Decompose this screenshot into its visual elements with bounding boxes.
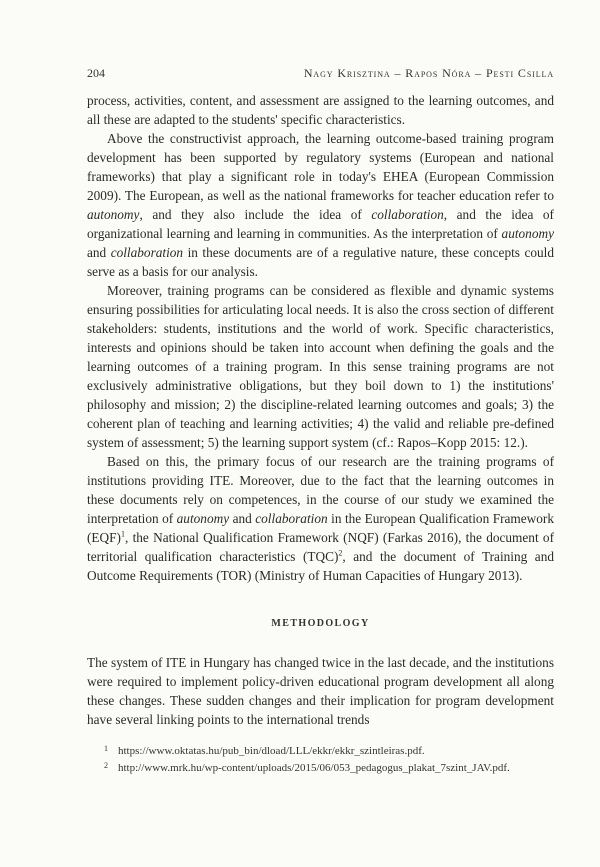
emphasis-autonomy: autonomy [87,207,140,222]
paragraph-2-text-b: , and they also include the idea of [139,207,372,222]
running-head-authors: Nagy Krisztina – Rapos Nóra – Pesti Csilla [303,66,554,80]
body-text [87,91,554,585]
running-head [87,66,554,82]
paragraph-2-text-d: and [87,245,111,260]
methodology-text [87,653,554,729]
footnote-1 [104,743,552,760]
paragraph-4-text-d: , the National Qualification Framework (NQF) (Farkas 2016), the document of territorial qualification characteristics (TQC) [87,530,554,564]
emphasis-collaboration: collaboration [110,245,184,260]
emphasis-collaboration: collaboration [371,207,444,222]
section-heading-methodology: METHODOLOGY [271,618,370,629]
footnote-link[interactable]: https://www.oktatas.hu/pub_bin/dload/LLL/ekkr/ekkr_szintleiras.pdf. [118,745,425,757]
paragraph-3: Moreover, training programs can be considered as flexible and dynamic systems ensuring possibilities for articulating local needs. It is also the cross section of different stakeholders: students, institutions and the world of work. Specific characteristics, interests and opinions should be taken into account when defining the goals and the learning outcomes of a training program. In this sense training programs are not exclusively administrative obligations, but they boil down to 1) the institutions' philosophy and mission; 2) the discipline-related learning outcomes and goals; 3) the coherent plan of teaching and learning activities; 4) the valid and reliable pre-defined system of assessment; 5) the learning support system (cf.: Rapos–Kopp 2015: 12.). [87,283,554,450]
page-number: 204 [87,66,105,80]
paragraph-4-text-e: , and the document of Training and Outcome Requirements (TOR) (Ministry of Human Capacities of Hungary 2013). [87,549,554,583]
footnote-mark: 2 [104,761,108,770]
paragraph-4-text-a: Based on this, the primary focus of our research are the training programs of institutions providing ITE. Moreover, due to the fact that the learning outcomes in these documents rely on competences, in the course of our study we examined the interpretation of [87,454,554,526]
footnotes [104,743,552,777]
emphasis-collaboration: collaboration [255,511,328,526]
paragraph-2 [87,129,554,281]
footnote-link[interactable]: http://www.mrk.hu/wp-content/uploads/2015/06/053_pedagogus_plakat_7szint_JAV.pdf. [118,762,510,774]
paragraph-2-text-e: in these documents are of a regulative nature, these concepts could serve as a basis for our analysis. [87,245,554,279]
emphasis-autonomy: autonomy [501,226,554,241]
footnote-mark: 1 [104,744,108,753]
paragraph-2-text-c: , and the idea of organizational learning and learning in communities. As the interpretation of [87,207,554,241]
emphasis-autonomy: autonomy [176,511,230,526]
paragraph-4 [87,452,554,585]
paragraph-1: process, activities, content, and assessment are assigned to the learning outcomes, and all these are adapted to the students' specific characteristics. [87,93,554,127]
paragraph-4-text-b: and [229,511,256,526]
paragraph-4-text-c: in the European Qualification Framework (EQF) [87,511,554,545]
paragraph-5: The system of ITE in Hungary has changed twice in the last decade, and the institutions were required to implement policy-driven educational program development all along these changes. These sudden changes and their implication for program development have several linking points to the international trends [87,655,554,727]
footnote-2 [104,760,552,777]
footnote-ref-2[interactable]: 2 [338,548,343,558]
paragraph-2-text-a: Above the constructivist approach, the learning outcome-based training program development has been supported by regulatory systems (European and national frameworks) that play a significant role in today's EHEA (European Commission 2009). The European, as well as the national frameworks for teacher education refer to [87,131,554,203]
footnote-ref-1[interactable]: 1 [120,529,125,539]
